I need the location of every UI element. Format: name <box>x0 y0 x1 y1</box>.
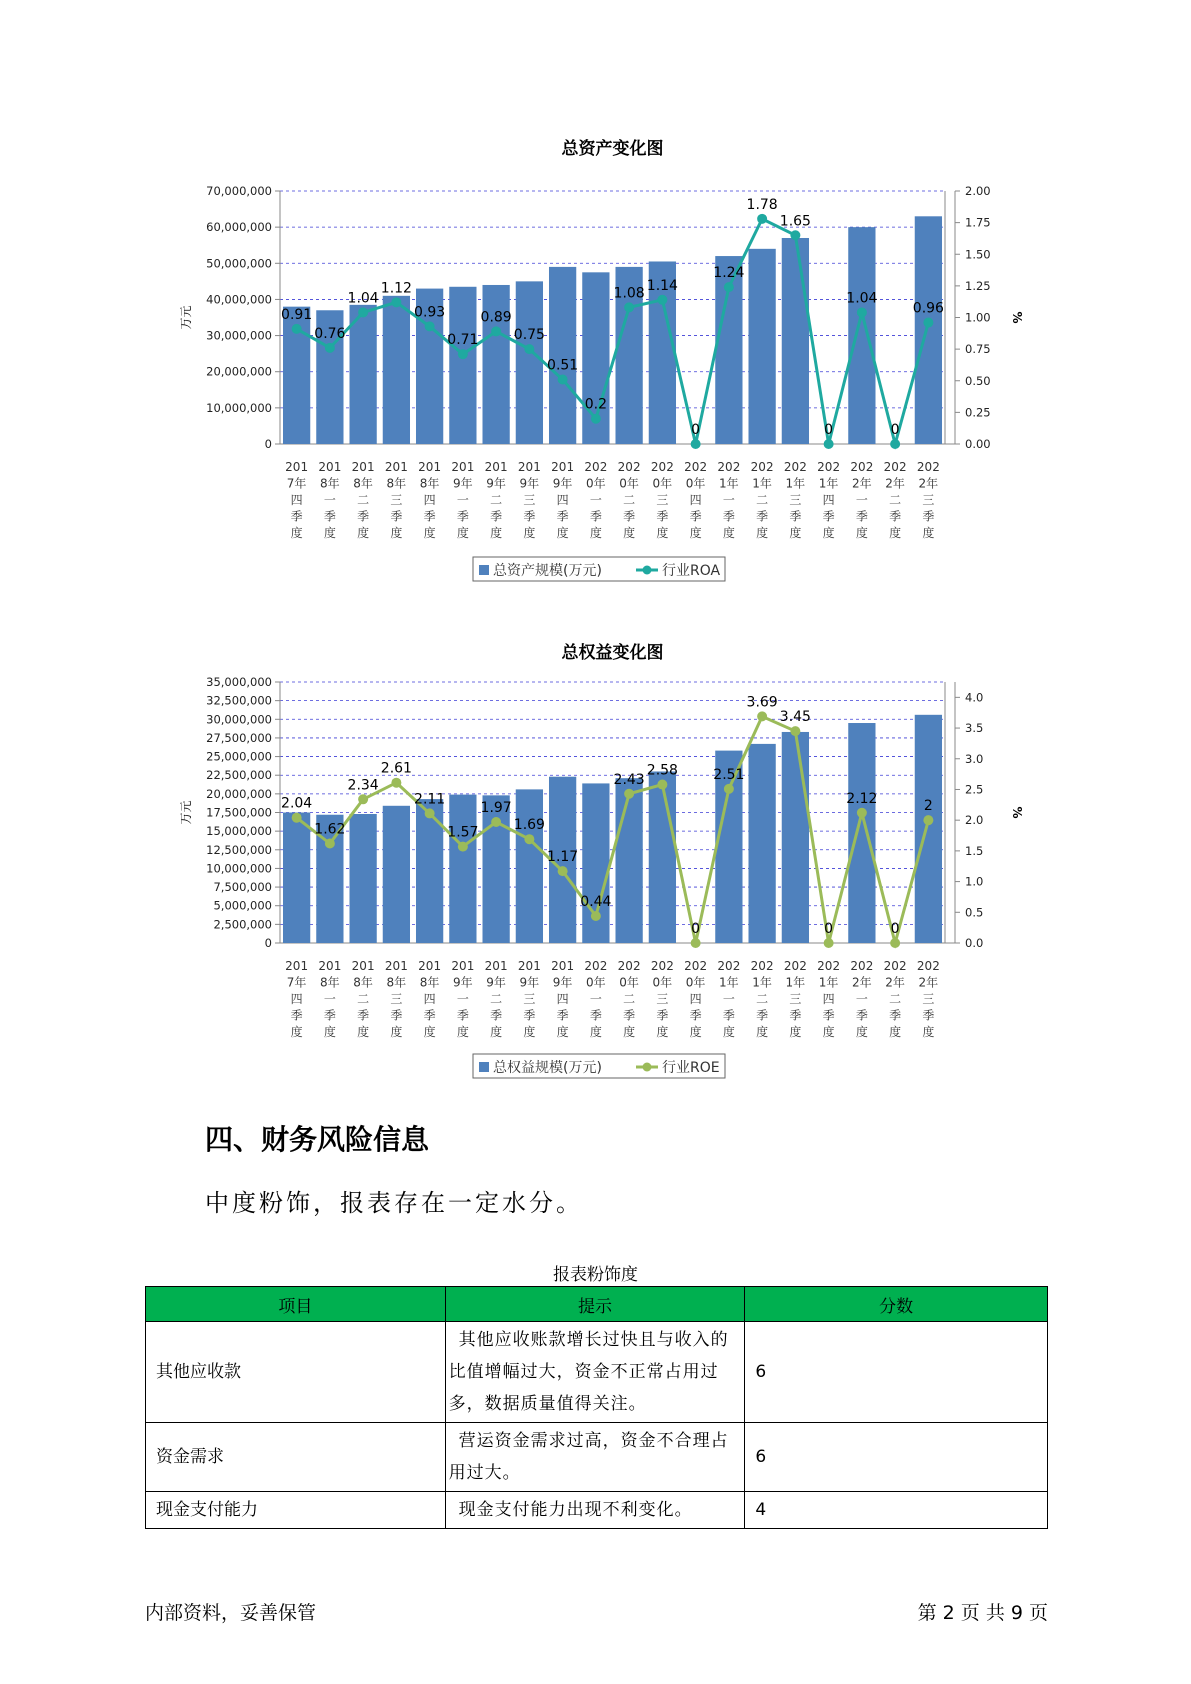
row-item: 其他应收款 <box>146 1322 446 1423</box>
table-caption: 报表粉饰度 <box>553 1265 638 1285</box>
line-point <box>657 295 667 305</box>
y-axis-title: 万元 <box>179 800 193 825</box>
footer-page-number: 第 2 页 共 9 页 <box>917 1602 1048 1624</box>
line-point <box>458 349 468 359</box>
x-tick-label: 201 8年三季度 <box>384 959 408 1039</box>
data-label: 0.51 <box>547 357 579 374</box>
data-label: 2.61 <box>380 760 412 777</box>
bar <box>748 744 775 943</box>
legend-bar-swatch <box>479 565 489 575</box>
data-label: 2 <box>923 798 933 815</box>
row-hint: 营运资金需求过高，资金不合理占用过大。 <box>445 1423 745 1492</box>
x-tick-label: 202 0年四季度 <box>684 959 708 1039</box>
line-point <box>824 439 834 449</box>
line-point <box>624 302 634 312</box>
y2-tick-label: 0.75 <box>965 342 991 357</box>
data-label: 1.57 <box>447 824 479 841</box>
data-label: 0.96 <box>912 300 944 317</box>
x-tick-label: 202 2年三季度 <box>916 959 940 1039</box>
y2-tick-label: 0.50 <box>965 373 991 388</box>
x-tick-label: 202 2年二季度 <box>883 959 907 1039</box>
x-tick-label: 202 2年一季度 <box>850 959 874 1039</box>
y2-tick-label: 0.00 <box>965 437 991 451</box>
line-point <box>292 324 302 334</box>
data-label: 0.89 <box>480 309 512 326</box>
bar <box>782 732 809 943</box>
data-label: 0.91 <box>281 306 313 323</box>
legend-line-label: 行业ROE <box>662 1060 720 1076</box>
y-tick-label: 0 <box>264 437 272 451</box>
data-label: 1.69 <box>513 817 545 834</box>
y-tick-label: 25,000,000 <box>206 749 272 764</box>
data-label: 0 <box>890 921 900 937</box>
y-tick-label: 60,000,000 <box>206 220 272 235</box>
y2-axis-title: % <box>1010 311 1024 324</box>
line-point <box>491 326 501 336</box>
data-label: 2.04 <box>281 795 313 812</box>
x-tick-label: 201 8年四季度 <box>418 959 442 1039</box>
bar <box>383 296 410 444</box>
line-point <box>757 214 767 224</box>
risk-summary: 中度粉饰，报表存在一定水分。 <box>205 1189 583 1217</box>
x-tick-label: 201 7年四季度 <box>285 959 309 1039</box>
legend-line-label: 行业ROA <box>662 563 721 579</box>
line-point <box>391 297 401 307</box>
x-tick-label: 202 0年一季度 <box>584 959 608 1039</box>
x-tick-label: 201 8年一季度 <box>318 460 342 540</box>
y2-tick-label: 3.0 <box>965 751 984 766</box>
line-point <box>857 808 867 818</box>
header-item: 项目 <box>146 1287 446 1322</box>
table-header-row <box>146 1287 1048 1322</box>
data-label: 2.11 <box>414 791 446 808</box>
line-point <box>491 817 501 827</box>
total-equity-chart <box>0 630 1191 1100</box>
x-tick-label: 201 9年二季度 <box>484 460 508 540</box>
data-label: 2.34 <box>347 777 379 794</box>
y-tick-label: 2,500,000 <box>213 917 272 932</box>
table-row <box>146 1423 1048 1492</box>
line-point <box>691 938 701 948</box>
section-heading: 四、财务风险信息 <box>205 1123 430 1156</box>
y-tick-label: 20,000,000 <box>206 786 272 801</box>
y-tick-label: 30,000,000 <box>206 328 272 343</box>
y-tick-label: 17,500,000 <box>206 805 272 820</box>
x-tick-label: 201 9年三季度 <box>517 959 541 1039</box>
x-tick-label: 202 0年三季度 <box>650 959 674 1039</box>
chart-title: 总资产变化图 <box>561 139 664 159</box>
x-tick-label: 202 1年一季度 <box>717 460 741 540</box>
x-tick-label: 202 0年一季度 <box>584 460 608 540</box>
bar <box>416 799 443 943</box>
data-label: 1.24 <box>713 265 745 282</box>
x-tick-label: 202 0年四季度 <box>684 460 708 540</box>
y2-tick-label: 2.0 <box>965 813 984 828</box>
data-label: 0 <box>824 921 834 937</box>
y-tick-label: 7,500,000 <box>213 880 272 895</box>
bar <box>649 771 676 943</box>
y-tick-label: 10,000,000 <box>206 400 272 415</box>
bar <box>615 778 642 943</box>
data-label: 2.43 <box>613 771 645 788</box>
y-axis-title: 万元 <box>179 305 193 330</box>
x-tick-label: 201 8年二季度 <box>351 959 375 1039</box>
bar <box>513 789 545 943</box>
x-tick-label: 201 9年四季度 <box>551 959 575 1039</box>
row-hint: 现金支付能力出现不利变化。 <box>445 1492 745 1529</box>
x-tick-label: 201 9年一季度 <box>451 460 475 540</box>
line-point <box>923 318 933 328</box>
data-label: 1.14 <box>646 277 678 294</box>
x-tick-label: 201 7年四季度 <box>285 460 309 540</box>
y-tick-label: 20,000,000 <box>206 364 272 379</box>
y-tick-label: 0 <box>264 936 272 950</box>
legend-bar-label: 总资产规模(万元) <box>493 563 602 579</box>
data-label: 2.51 <box>713 766 745 783</box>
y2-tick-label: 1.5 <box>965 843 984 858</box>
data-label: 0 <box>691 921 701 937</box>
bar <box>349 305 376 444</box>
bar <box>383 806 410 943</box>
line-point <box>923 815 933 825</box>
data-label: 3.45 <box>779 709 811 726</box>
table-row <box>146 1492 1048 1529</box>
line-point <box>358 794 368 804</box>
line-point <box>624 789 634 799</box>
y-tick-label: 40,000,000 <box>206 292 272 307</box>
bar <box>447 287 479 444</box>
y-tick-label: 35,000,000 <box>206 675 272 689</box>
data-label: 3.69 <box>746 694 778 711</box>
data-label: 0.76 <box>314 325 346 342</box>
y2-tick-label: 0.5 <box>965 905 984 920</box>
y2-tick-label: 1.50 <box>965 247 991 262</box>
bar <box>349 814 376 943</box>
x-tick-label: 201 8年二季度 <box>351 460 375 540</box>
data-label: 0.75 <box>513 327 545 344</box>
bar <box>283 813 310 944</box>
x-tick-label: 202 0年二季度 <box>617 959 641 1039</box>
y-tick-label: 12,500,000 <box>206 842 272 857</box>
bar <box>912 216 944 444</box>
total-assets-chart <box>0 130 1191 600</box>
y-tick-label: 50,000,000 <box>206 256 272 271</box>
y-tick-label: 10,000,000 <box>206 861 272 876</box>
line-point <box>425 808 435 818</box>
y2-tick-label: 0.25 <box>965 405 991 420</box>
x-tick-label: 202 1年二季度 <box>750 959 774 1039</box>
x-tick-label: 202 1年一季度 <box>717 959 741 1039</box>
x-tick-label: 202 0年二季度 <box>617 460 641 540</box>
line-point <box>724 784 734 794</box>
risk-table <box>145 1286 1048 1529</box>
footer-confidential: 内部资料，妥善保管 <box>145 1602 317 1624</box>
bar <box>915 715 942 943</box>
legend-bar-label: 总权益规模(万元) <box>493 1060 602 1076</box>
bar <box>547 267 579 444</box>
line-point <box>724 282 734 292</box>
legend-bar-swatch <box>479 1062 489 1072</box>
y-tick-label: 5,000,000 <box>213 898 272 913</box>
x-tick-label: 201 9年四季度 <box>551 460 575 540</box>
data-label: 0 <box>890 422 900 438</box>
y2-axis-title: % <box>1010 806 1024 819</box>
line-point <box>524 834 534 844</box>
x-tick-label: 202 1年三季度 <box>783 460 807 540</box>
line-point <box>458 842 468 852</box>
line-point <box>391 778 401 788</box>
data-label: 1.04 <box>846 290 878 307</box>
y2-tick-label: 2.5 <box>965 782 984 797</box>
x-tick-label: 202 1年四季度 <box>817 460 841 540</box>
y-tick-label: 30,000,000 <box>206 712 272 727</box>
line-point <box>292 813 302 823</box>
bar <box>782 238 809 444</box>
x-tick-label: 202 1年三季度 <box>783 959 807 1039</box>
y-tick-label: 70,000,000 <box>206 184 272 198</box>
data-label: 1.04 <box>347 290 379 307</box>
y2-tick-label: 1.0 <box>965 874 984 889</box>
legend-line-marker <box>643 566 652 575</box>
x-tick-label: 202 0年三季度 <box>650 460 674 540</box>
y-tick-label: 32,500,000 <box>206 693 272 708</box>
y2-tick-label: 0.0 <box>965 936 984 950</box>
line-point <box>824 938 834 948</box>
data-label: 0.71 <box>447 332 479 349</box>
x-tick-label: 201 9年二季度 <box>484 959 508 1039</box>
line-point <box>890 439 900 449</box>
line-point <box>524 344 534 354</box>
x-tick-label: 202 1年四季度 <box>817 959 841 1039</box>
line-point <box>325 839 335 849</box>
x-tick-label: 202 2年一季度 <box>850 460 874 540</box>
data-label: 1.97 <box>480 800 512 817</box>
y-tick-label: 15,000,000 <box>206 824 272 839</box>
line-point <box>657 780 667 790</box>
y2-tick-label: 1.75 <box>965 215 991 230</box>
line-point <box>857 307 867 317</box>
line-point <box>558 374 568 384</box>
bar <box>748 249 775 444</box>
data-label: 0.93 <box>414 304 446 321</box>
data-label: 1.17 <box>547 849 579 866</box>
data-label: 1.08 <box>613 285 645 302</box>
line-point <box>591 911 601 921</box>
data-label: 1.12 <box>380 280 412 297</box>
data-label: 0 <box>691 422 701 438</box>
y-tick-label: 27,500,000 <box>206 730 272 745</box>
y2-tick-label: 3.5 <box>965 721 984 736</box>
x-tick-label: 201 8年三季度 <box>384 460 408 540</box>
line-point <box>790 726 800 736</box>
data-label: 2.58 <box>646 762 678 779</box>
chart-title: 总权益变化图 <box>561 643 664 663</box>
bar <box>846 723 878 943</box>
total-equity-chart-svg <box>0 630 1191 1100</box>
row-item: 现金支付能力 <box>146 1492 446 1529</box>
y2-tick-label: 2.00 <box>965 184 991 198</box>
y-tick-label: 22,500,000 <box>206 768 272 783</box>
line-point <box>425 321 435 331</box>
data-label: 1.65 <box>779 213 811 230</box>
data-label: 0.2 <box>584 396 608 413</box>
line-point <box>890 938 900 948</box>
header-score: 分数 <box>745 1287 1048 1322</box>
data-label: 2.12 <box>846 790 878 807</box>
data-label: 1.78 <box>746 196 778 213</box>
data-label: 0.44 <box>580 893 612 910</box>
x-tick-label: 202 1年二季度 <box>750 460 774 540</box>
data-label: 1.62 <box>314 821 346 838</box>
row-item: 资金需求 <box>146 1423 446 1492</box>
line-point <box>790 230 800 240</box>
line-point <box>325 343 335 353</box>
table-row <box>146 1322 1048 1423</box>
total-assets-chart-svg <box>0 130 1191 600</box>
x-tick-label: 201 9年三季度 <box>517 460 541 540</box>
line-point <box>358 307 368 317</box>
x-tick-label: 201 8年四季度 <box>418 460 442 540</box>
x-tick-label: 202 2年三季度 <box>916 460 940 540</box>
line-point <box>691 439 701 449</box>
x-tick-label: 202 2年二季度 <box>883 460 907 540</box>
data-label: 0 <box>824 422 834 438</box>
y2-tick-label: 4.0 <box>965 690 984 705</box>
row-score: 6 <box>745 1423 1048 1492</box>
line-point <box>558 866 568 876</box>
bar <box>447 795 479 943</box>
y2-tick-label: 1.25 <box>965 278 991 293</box>
row-hint: 其他应收账款增长过快且与收入的比值增幅过大，资金不正常占用过多，数据质量值得关注。 <box>445 1322 745 1423</box>
x-tick-label: 201 9年一季度 <box>451 959 475 1039</box>
line-point <box>591 414 601 424</box>
bar <box>846 227 878 444</box>
x-tick-label: 201 8年一季度 <box>318 959 342 1039</box>
row-score: 4 <box>745 1492 1048 1529</box>
bar <box>513 281 545 444</box>
header-hint: 提示 <box>445 1287 745 1322</box>
line-point <box>757 711 767 721</box>
row-score: 6 <box>745 1322 1048 1423</box>
y2-tick-label: 1.00 <box>965 310 991 325</box>
legend-line-marker <box>643 1063 652 1072</box>
